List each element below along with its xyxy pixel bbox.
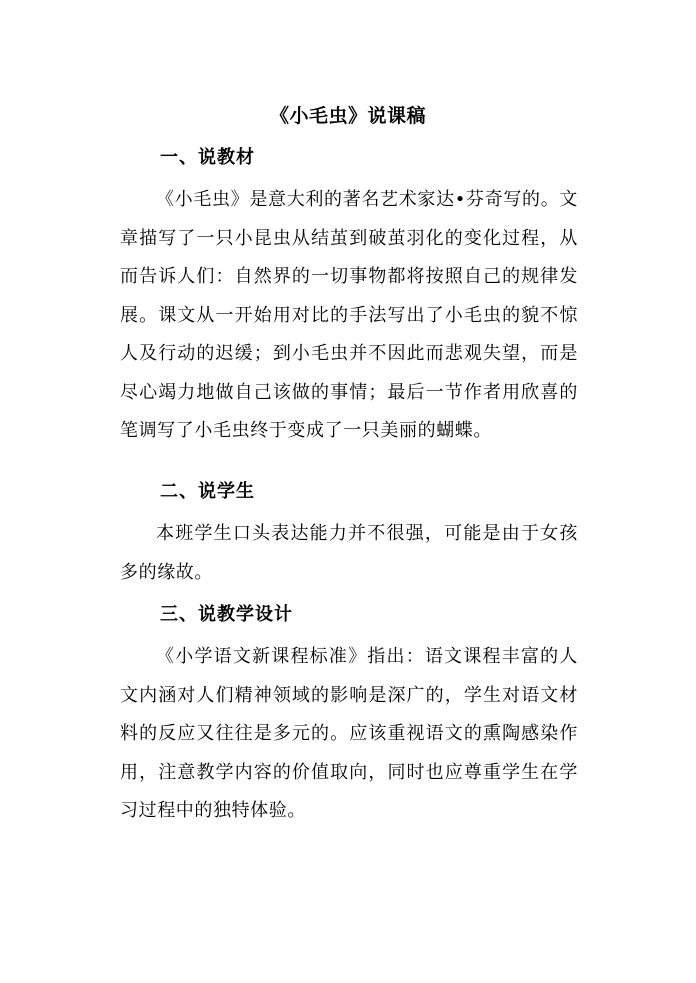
section-paragraph-students: 本班学生口头表达能力并不很强，可能是由于女孩多的缘故。 (120, 523, 578, 583)
section-heading-students: 二、说学生 (160, 481, 255, 502)
section-paragraph-teaching-design: 《小学语文新课程标准》指出：语文课程丰富的人文内涵对人们精神领域的影响是深广的，学生对语文材料的反应又往往是多元的。应该重视语文的熏陶感染作用，注意教学内容的价值取向，同时也应尊重学生在学习过程中的独特体验。 (120, 646, 578, 821)
document-title: 《小毛虫》说课稿 (269, 105, 426, 127)
section-heading-teaching-material: 一、说教材 (160, 147, 255, 168)
section-paragraph-teaching-material: 《小毛虫》是意大利的著名艺术家达•芬奇写的。文章描写了一只小昆虫从结茧到破茧羽化的变化过程，从而告诉人们：自然界的一切事物都将按照自己的规律发展。课文从一开始用对比的手法写出了小毛虫的貌不惊人及行动的迟缓；到小毛虫并不因此而悲观失望，而是尽心竭力地做自己该做的事情；最后一节作者用欣喜的笔调写了小毛虫终于变成了一只美丽的蝴蝶。 (120, 189, 578, 441)
section-heading-teaching-design: 三、说教学设计 (160, 604, 293, 625)
